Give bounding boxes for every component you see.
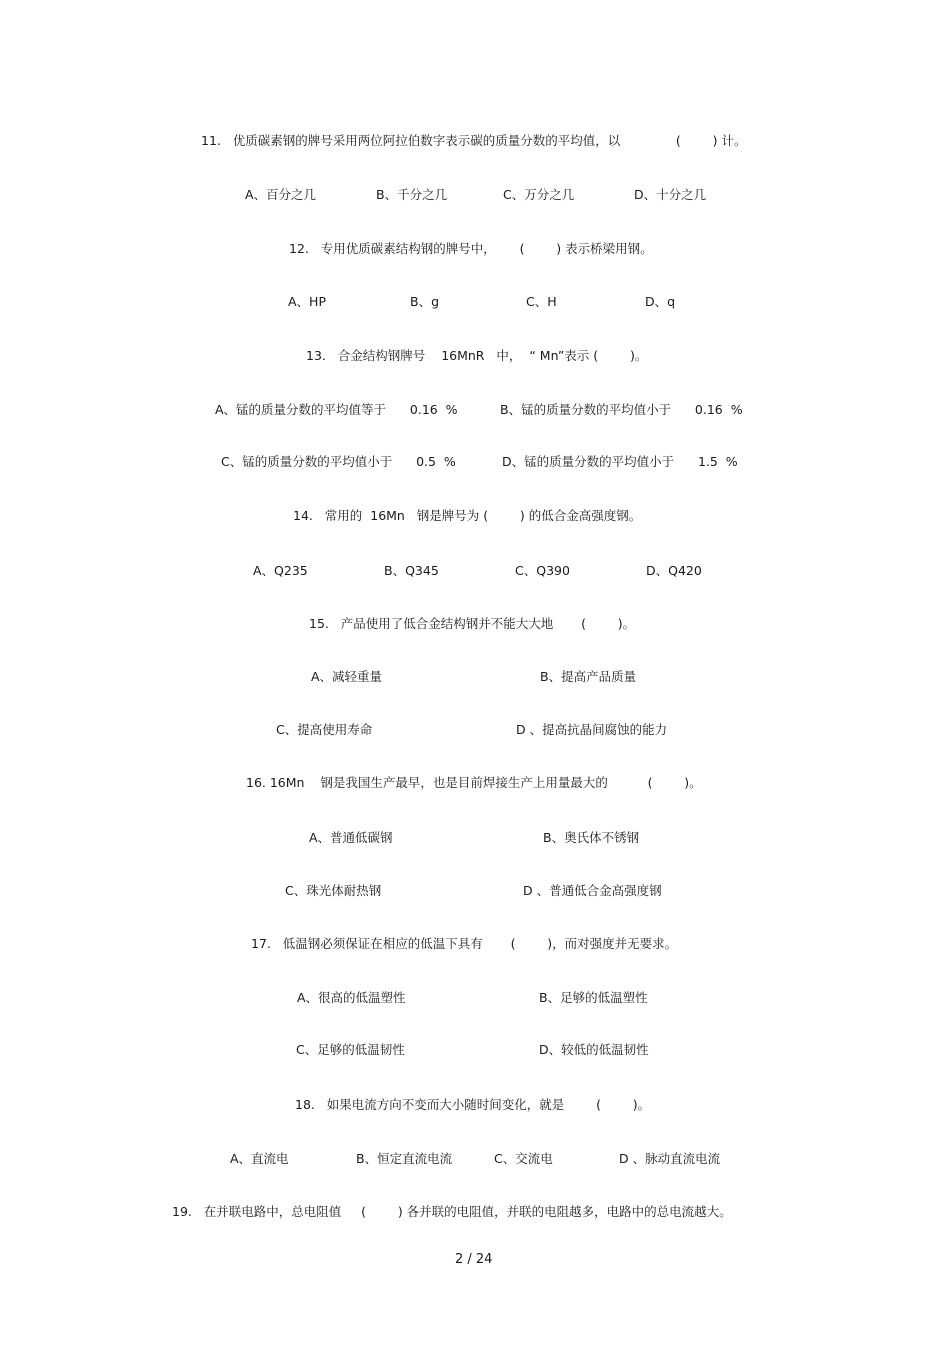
q16-option-a: A、普通低碳钢 <box>309 830 393 845</box>
q11-option-c: C、万分之几 <box>503 187 575 202</box>
q13-option-d: D、锰的质量分数的平均值小于 1.5 % <box>502 454 738 469</box>
question-18: 18. 如果电流方向不变而大小随时间变化，就是 ( )。 <box>295 1097 651 1112</box>
question-14: 14. 常用的 16Mn 钢是牌号为 ( ) 的低合金高强度钢。 <box>293 508 642 523</box>
question-11: 11. 优质碳素钢的牌号采用两位阿拉伯数字表示碳的质量分数的平均值，以 ( ) 计。 <box>201 133 747 148</box>
q18-option-d: D 、脉动直流电流 <box>619 1151 721 1166</box>
page-number: 2 / 24 <box>455 1252 493 1267</box>
q11-option-d: D、十分之几 <box>634 187 707 202</box>
q12-option-a: A、HP <box>288 294 326 309</box>
question-19: 19. 在并联电路中，总电阻值 ( ) 各并联的电阻值，并联的电阻越多，电路中的总电流越大。 <box>172 1204 732 1219</box>
q15-option-d: D 、提高抗晶间腐蚀的能力 <box>516 722 668 737</box>
q13-option-b: B、锰的质量分数的平均值小于 0.16 % <box>500 402 743 417</box>
q15-option-b: B、提高产品质量 <box>540 669 637 684</box>
q13-option-a: A、锰的质量分数的平均值等于 0.16 % <box>215 402 458 417</box>
q12-option-b: B、g <box>410 294 440 309</box>
q13-option-c: C、锰的质量分数的平均值小于 0.5 % <box>221 454 456 469</box>
q15-option-a: A、减轻重量 <box>311 669 383 684</box>
q12-option-d: D、q <box>645 294 676 309</box>
q16-option-c: C、珠光体耐热钢 <box>285 883 382 898</box>
q11-option-b: B、千分之几 <box>376 187 448 202</box>
q16-option-d: D 、普通低合金高强度钢 <box>523 883 662 898</box>
q14-option-d: D、Q420 <box>646 563 702 578</box>
q15-option-c: C、提高使用寿命 <box>276 722 373 737</box>
q18-option-a: A、直流电 <box>230 1151 289 1166</box>
q12-option-c: C、H <box>526 294 557 309</box>
q18-option-b: B、恒定直流电流 <box>356 1151 453 1166</box>
q14-option-a: A、Q235 <box>253 563 308 578</box>
question-13: 13. 合金结构钢牌号 16MnR 中， “ Mn”表示 ( )。 <box>306 348 648 363</box>
q18-option-c: C、交流电 <box>494 1151 553 1166</box>
question-15: 15. 产品使用了低合金结构钢并不能大大地 ( )。 <box>309 616 636 631</box>
question-17: 17. 低温钢必须保证在相应的低温下具有 ( )，而对强度并无要求。 <box>251 936 678 951</box>
q14-option-b: B、Q345 <box>384 563 439 578</box>
q16-option-b: B、奥氏体不锈钢 <box>543 830 640 845</box>
q14-option-c: C、Q390 <box>515 563 570 578</box>
q17-option-a: A、很高的低温塑性 <box>297 990 406 1005</box>
q17-option-b: B、足够的低温塑性 <box>539 990 648 1005</box>
question-12: 12. 专用优质碳素结构钢的牌号中， ( ) 表示桥梁用钢。 <box>289 241 653 256</box>
q17-option-c: C、足够的低温韧性 <box>296 1042 405 1057</box>
q11-option-a: A、百分之几 <box>245 187 317 202</box>
question-16: 16. 16Mn 钢是我国生产最早，也是目前焊接生产上用量最大的 ( )。 <box>246 775 702 790</box>
q17-option-d: D、较低的低温韧性 <box>539 1042 649 1057</box>
